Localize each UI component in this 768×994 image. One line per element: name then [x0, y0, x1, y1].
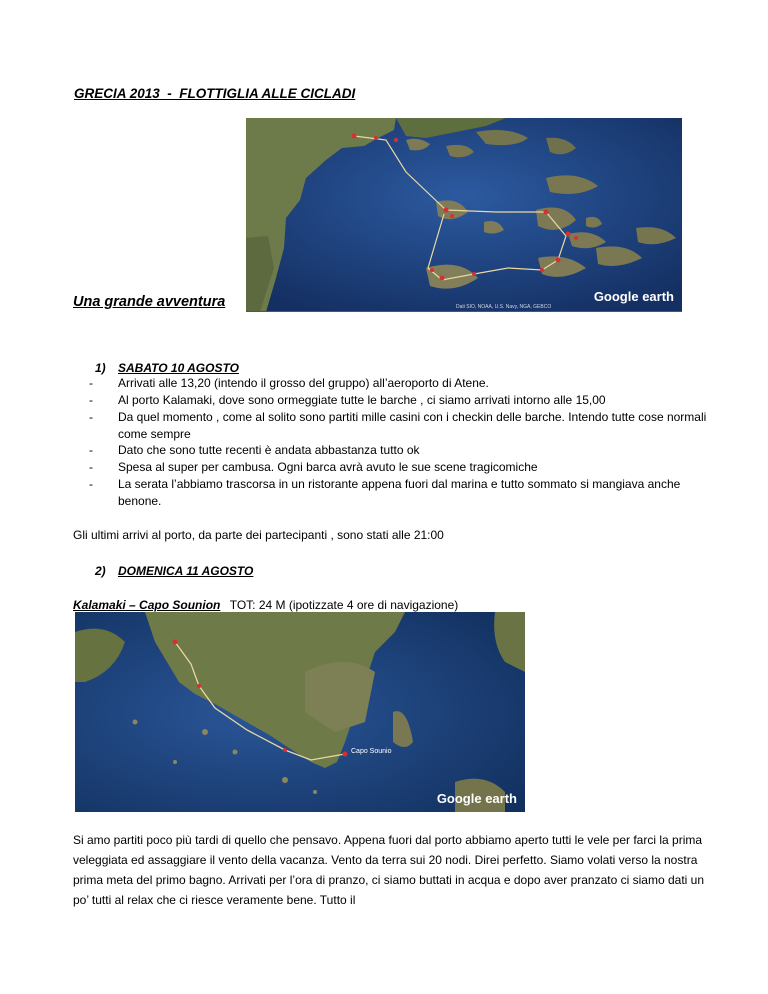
list-item: Dato che sono tutte recenti è andata abbastanza tutto ok [118, 443, 420, 457]
day2-heading: DOMENICA 11 AGOSTO [118, 564, 254, 578]
sounion-map-graphic [75, 612, 525, 812]
list-item: Arrivati alle 13,20 (intendo il grosso del gruppo) all’aeroporto di Atene. [118, 376, 489, 390]
list-item: Da quel momento , come al solito sono partiti mille casini con i checkin delle barche. Intendo tutte cose normali come sempre [118, 410, 707, 441]
day1-closing-text: Gli ultimi arrivi al porto, da parte dei partecipanti , sono stati alle 21:00 [73, 528, 444, 542]
google-earth-watermark: Google earth [593, 289, 674, 304]
list-bullet: - [89, 443, 93, 457]
google-earth-watermark: Google earth [436, 791, 517, 806]
day2-paragraph: Si amo partiti poco più tardi di quello che pensavo. Appena fuori dal porto abbiamo aperto tutti le vele per farci la prima veleggiata ed assaggiare il vento della vacanza. Vento da terra sui 20 nodi. Direi perfetto. Siamo volati verso la nostra prima meta del primo bagno. Arrivati per l’ora di pranzo, ci siamo buttati in acqua e dopo aver pranzato ci siamo dati un po’ tutti al relax che ci riesce veramente bene. Tutto il [73, 833, 704, 907]
kalamaki-sounion-map [75, 612, 525, 812]
list-bullet: - [89, 393, 93, 407]
list-item: Al porto Kalamaki, dove sono ormeggiate tutte le barche , ci siamo arrivati intorno alle 15,00 [118, 393, 606, 407]
route-name: Kalamaki – Capo Sounion [73, 598, 221, 612]
document-title: GRECIA 2013 - FLOTTIGLIA ALLE CICLADI [74, 86, 356, 101]
route-line [73, 598, 458, 612]
cyclades-route-map [246, 118, 682, 312]
list-item: Spesa al super per cambusa. Ogni barca avrà avuto le sue scene tragicomiche [118, 460, 538, 474]
route-info: TOT: 24 M (ipotizzate 4 ore di navigazione) [229, 598, 459, 612]
subtitle-rule [246, 311, 682, 312]
list-bullet: - [89, 376, 93, 390]
cyclades-map-graphic [246, 118, 682, 312]
day1-number: 1) [95, 361, 106, 375]
list-bullet: - [89, 460, 93, 474]
sounion-label: Capo Sounio [351, 748, 392, 755]
map-attribution: Dati SIO, NOAA, U.S. Navy, NGA, GEBCO [456, 304, 552, 310]
day1-heading: SABATO 10 AGOSTO [118, 361, 239, 375]
document-subtitle: Una grande avventura [73, 294, 226, 310]
list-bullet: - [89, 477, 93, 491]
list-item: La serata l’abbiamo trascorsa in un ristorante appena fuori dal marina e tutto sommato si mangiava anche benone. [118, 477, 681, 508]
list-bullet: - [89, 410, 93, 424]
day2-number: 2) [95, 564, 106, 578]
